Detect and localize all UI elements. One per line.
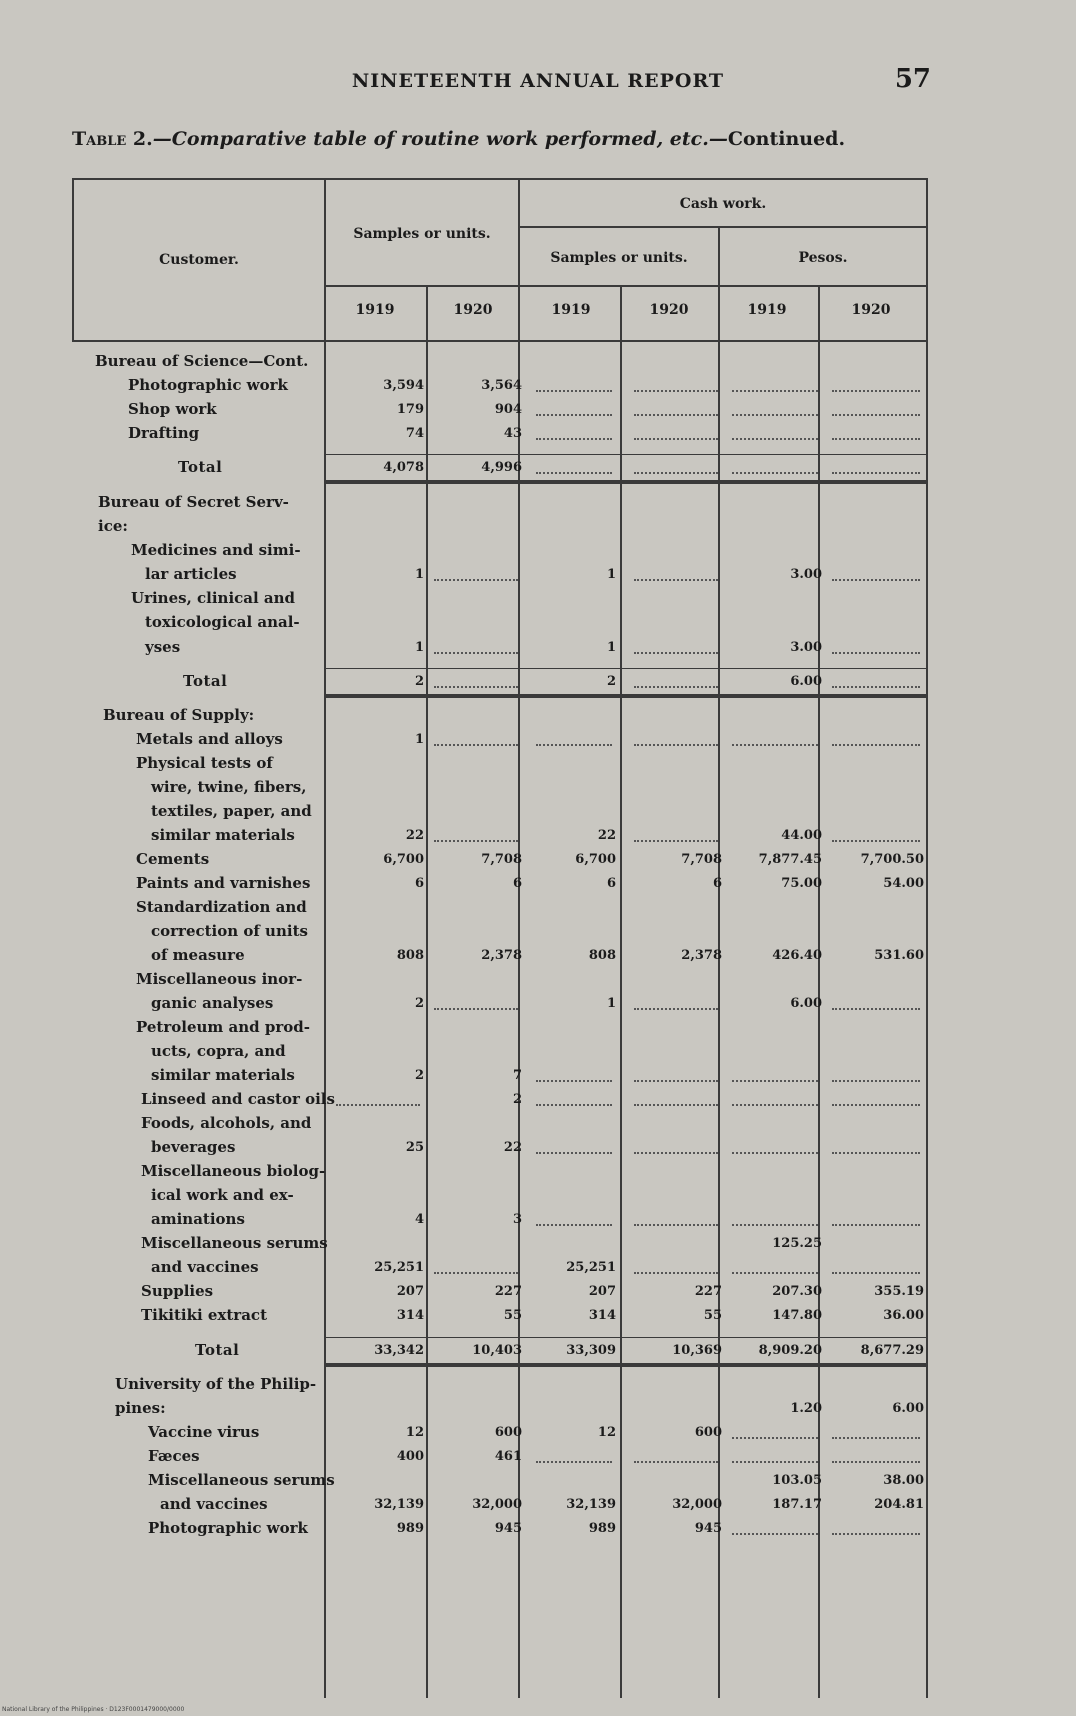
row-value: 12 xyxy=(405,1425,424,1440)
row-value: 6 xyxy=(606,876,616,891)
row-value: 22 xyxy=(503,1140,522,1155)
row-label: Urines, clinical and xyxy=(131,589,296,607)
row-value: 314 xyxy=(396,1308,424,1323)
row-label: textiles, paper, and xyxy=(151,802,312,820)
total-rule xyxy=(326,668,926,669)
row-value: 1 xyxy=(606,567,616,582)
row-value: 204.81 xyxy=(874,1497,924,1512)
year-header: 1919 xyxy=(551,302,591,318)
leader-dots xyxy=(434,840,518,842)
row-label: Bureau of Supply: xyxy=(103,706,255,724)
leader-dots xyxy=(832,1272,920,1274)
row-value: 25 xyxy=(405,1140,424,1155)
total-rule xyxy=(326,1337,926,1338)
row-label: Total xyxy=(195,1341,240,1359)
leader-dots xyxy=(634,652,718,654)
row-value: 33,342 xyxy=(374,1343,424,1358)
row-value: 6 xyxy=(512,876,522,891)
leader-dots xyxy=(536,414,612,416)
row-label: and vaccines xyxy=(160,1495,268,1513)
row-value: 6.00 xyxy=(790,996,822,1011)
leader-dots xyxy=(732,438,818,440)
year-header: 1920 xyxy=(851,302,891,318)
row-label: Foods, alcohols, and xyxy=(141,1114,312,1132)
row-label: similar materials xyxy=(151,826,295,844)
leader-dots xyxy=(832,1080,920,1082)
table-title: Comparative table of routine work performed, etc. xyxy=(171,128,709,150)
row-value: 2,378 xyxy=(481,948,522,963)
row-label: Standardization and xyxy=(136,898,307,916)
row-value: 2 xyxy=(512,1092,522,1107)
row-label: yses xyxy=(145,638,181,656)
row-value: 1 xyxy=(606,996,616,1011)
row-label: Drafting xyxy=(128,424,200,442)
row-value: 4,996 xyxy=(481,460,522,475)
row-value: 2,378 xyxy=(681,948,722,963)
row-label: Cements xyxy=(136,850,210,868)
leader-dots xyxy=(434,744,518,746)
row-value: 6 xyxy=(414,876,424,891)
row-value: 808 xyxy=(396,948,424,963)
row-label: Miscellaneous serums xyxy=(148,1471,335,1489)
row-label: Metals and alloys xyxy=(136,730,283,748)
total-double-rule xyxy=(326,1363,926,1367)
row-value: 2 xyxy=(414,996,424,1011)
row-value: 945 xyxy=(694,1521,722,1536)
leader-dots xyxy=(832,472,920,474)
row-label: Medicines and simi- xyxy=(131,541,301,559)
customer-header: Customer. xyxy=(159,252,239,268)
leader-dots xyxy=(434,1008,518,1010)
leader-dots xyxy=(434,652,518,654)
row-label: ice: xyxy=(98,517,128,535)
row-value: 187.17 xyxy=(772,1497,822,1512)
row-label: ucts, copra, and xyxy=(151,1042,286,1060)
year-header: 1919 xyxy=(747,302,787,318)
cash-work-header: Cash work. xyxy=(679,196,767,212)
leader-dots xyxy=(536,472,612,474)
leader-dots xyxy=(634,1224,718,1226)
row-value: 32,000 xyxy=(672,1497,722,1512)
row-label: beverages xyxy=(151,1138,236,1156)
row-value: 54.00 xyxy=(883,876,924,891)
leader-dots xyxy=(732,1152,818,1154)
row-value: 6.00 xyxy=(790,674,822,689)
row-value: 227 xyxy=(494,1284,522,1299)
row-value: 1 xyxy=(414,640,424,655)
leader-dots xyxy=(536,1224,612,1226)
row-label: Total xyxy=(183,672,228,690)
row-value: 38.00 xyxy=(883,1473,924,1488)
row-value: 32,139 xyxy=(566,1497,616,1512)
leader-dots xyxy=(832,1533,920,1535)
leader-dots xyxy=(634,1008,718,1010)
leader-dots xyxy=(832,1461,920,1463)
row-value: 25,251 xyxy=(374,1260,424,1275)
row-value: 2 xyxy=(414,1068,424,1083)
row-value: 7,708 xyxy=(681,852,722,867)
row-value: 600 xyxy=(494,1425,522,1440)
leader-dots xyxy=(732,1461,818,1463)
leader-dots xyxy=(634,414,718,416)
row-label: of measure xyxy=(151,946,245,964)
samples-header: Samples or units. xyxy=(353,226,491,242)
row-value: 7,700.50 xyxy=(860,852,924,867)
row-label: Shop work xyxy=(128,400,217,418)
row-value: 7,708 xyxy=(481,852,522,867)
row-value: 314 xyxy=(588,1308,616,1323)
row-label: Paints and varnishes xyxy=(136,874,311,892)
leader-dots xyxy=(634,686,718,688)
leader-dots xyxy=(732,1224,818,1226)
leader-dots xyxy=(434,686,518,688)
pesos-header: Pesos. xyxy=(798,250,848,266)
row-value: 8,909.20 xyxy=(758,1343,822,1358)
row-label: Miscellaneous biolog- xyxy=(141,1162,326,1180)
row-value: 531.60 xyxy=(874,948,924,963)
row-value: 3.00 xyxy=(790,640,822,655)
year-header: 1919 xyxy=(355,302,395,318)
row-value: 179 xyxy=(396,402,424,417)
leader-dots xyxy=(732,1104,818,1106)
row-label: Fæces xyxy=(148,1447,200,1465)
row-value: 1.20 xyxy=(790,1401,822,1416)
row-label: ganic analyses xyxy=(151,994,274,1012)
row-value: 32,139 xyxy=(374,1497,424,1512)
year-header: 1920 xyxy=(649,302,689,318)
row-label: Photographic work xyxy=(148,1519,308,1537)
row-label: wire, twine, fibers, xyxy=(151,778,307,796)
page-number: 57 xyxy=(894,64,931,94)
leader-dots xyxy=(634,579,718,581)
row-value: 1 xyxy=(606,640,616,655)
row-value: 2 xyxy=(414,674,424,689)
leader-dots xyxy=(732,390,818,392)
row-label: Bureau of Secret Serv- xyxy=(98,493,289,511)
row-label: Miscellaneous serums xyxy=(141,1234,328,1252)
row-value: 103.05 xyxy=(772,1473,822,1488)
row-value: 7 xyxy=(512,1068,522,1083)
row-value: 1 xyxy=(414,732,424,747)
row-value: 75.00 xyxy=(781,876,822,891)
leader-dots xyxy=(634,1152,718,1154)
row-value: 808 xyxy=(588,948,616,963)
row-label: Photographic work xyxy=(128,376,288,394)
leader-dots xyxy=(634,472,718,474)
row-value: 3.00 xyxy=(790,567,822,582)
row-label: similar materials xyxy=(151,1066,295,1084)
row-value: 22 xyxy=(597,828,616,843)
row-value: 8,677.29 xyxy=(860,1343,924,1358)
total-double-rule xyxy=(326,480,926,484)
row-label: Vaccine virus xyxy=(148,1423,260,1441)
row-value: 400 xyxy=(396,1449,424,1464)
leader-dots xyxy=(732,1080,818,1082)
row-label: aminations xyxy=(151,1210,245,1228)
leader-dots xyxy=(832,438,920,440)
row-label: Petroleum and prod- xyxy=(136,1018,310,1036)
row-value: 36.00 xyxy=(883,1308,924,1323)
row-label: Linseed and castor oils xyxy=(141,1090,335,1108)
source-note: National Library of the Philippines · D123F0001479000/0000 xyxy=(2,1706,185,1713)
leader-dots xyxy=(536,1080,612,1082)
leader-dots xyxy=(536,744,612,746)
row-label: pines: xyxy=(115,1399,166,1417)
row-value: 125.25 xyxy=(772,1236,822,1251)
leader-dots xyxy=(832,840,920,842)
leader-dots xyxy=(434,1272,518,1274)
running-title: NINETEENTH ANNUAL REPORT xyxy=(351,70,725,92)
leader-dots xyxy=(832,579,920,581)
table-label: Table 2. xyxy=(72,128,153,150)
leader-dots xyxy=(732,1533,818,1535)
leader-dots xyxy=(832,390,920,392)
row-value: 1 xyxy=(414,567,424,582)
row-label: Total xyxy=(178,458,223,476)
total-double-rule xyxy=(326,694,926,698)
leader-dots xyxy=(732,1437,818,1439)
row-value: 55 xyxy=(703,1308,722,1323)
leader-dots xyxy=(832,1152,920,1154)
row-label: ical work and ex- xyxy=(151,1186,294,1204)
row-label: Physical tests of xyxy=(136,754,273,772)
leader-dots xyxy=(832,1224,920,1226)
row-value: 6 xyxy=(712,876,722,891)
row-value: 12 xyxy=(597,1425,616,1440)
row-value: 4,078 xyxy=(383,460,424,475)
leader-dots xyxy=(832,414,920,416)
row-label: University of the Philip- xyxy=(115,1375,317,1393)
leader-dots xyxy=(832,1008,920,1010)
row-value: 989 xyxy=(396,1521,424,1536)
row-label: Bureau of Science—Cont. xyxy=(95,352,309,370)
row-value: 207.30 xyxy=(772,1284,822,1299)
row-value: 600 xyxy=(694,1425,722,1440)
row-value: 33,309 xyxy=(566,1343,616,1358)
row-value: 426.40 xyxy=(772,948,822,963)
leader-dots xyxy=(634,1104,718,1106)
leader-dots xyxy=(832,686,920,688)
row-value: 44.00 xyxy=(781,828,822,843)
row-value: 6,700 xyxy=(575,852,616,867)
leader-dots xyxy=(536,438,612,440)
row-value: 25,251 xyxy=(566,1260,616,1275)
leader-dots xyxy=(336,1104,420,1106)
row-value: 74 xyxy=(405,426,424,441)
row-value: 7,877.45 xyxy=(758,852,822,867)
leader-dots xyxy=(536,390,612,392)
row-value: 43 xyxy=(503,426,522,441)
leader-dots xyxy=(732,1272,818,1274)
leader-dots xyxy=(634,840,718,842)
row-value: 3 xyxy=(512,1212,522,1227)
row-value: 4 xyxy=(414,1212,424,1227)
year-header: 1920 xyxy=(453,302,493,318)
row-value: 945 xyxy=(494,1521,522,1536)
row-label: Tikitiki extract xyxy=(141,1306,267,1324)
row-value: 10,403 xyxy=(472,1343,522,1358)
row-value: 55 xyxy=(503,1308,522,1323)
leader-dots xyxy=(832,652,920,654)
row-value: 989 xyxy=(588,1521,616,1536)
row-label: toxicological anal- xyxy=(145,613,300,631)
row-value: 461 xyxy=(494,1449,522,1464)
leader-dots xyxy=(732,744,818,746)
row-label: correction of units xyxy=(151,922,308,940)
row-value: 207 xyxy=(396,1284,424,1299)
table-continued: Continued. xyxy=(727,128,846,150)
leader-dots xyxy=(434,579,518,581)
table-caption: Table 2.—Comparative table of routine work performed, etc.—Continued. xyxy=(72,128,846,150)
leader-dots xyxy=(536,1461,612,1463)
row-value: 6,700 xyxy=(383,852,424,867)
total-rule xyxy=(326,454,926,455)
row-value: 207 xyxy=(588,1284,616,1299)
leader-dots xyxy=(634,438,718,440)
row-value: 3,594 xyxy=(383,378,424,393)
cash-samples-header: Samples or units. xyxy=(550,250,688,266)
row-label: lar articles xyxy=(145,565,237,583)
leader-dots xyxy=(536,1104,612,1106)
row-value: 227 xyxy=(694,1284,722,1299)
row-value: 147.80 xyxy=(772,1308,822,1323)
leader-dots xyxy=(832,1437,920,1439)
row-label: and vaccines xyxy=(151,1258,259,1276)
leader-dots xyxy=(832,1104,920,1106)
leader-dots xyxy=(634,744,718,746)
row-value: 904 xyxy=(494,402,522,417)
leader-dots xyxy=(634,1461,718,1463)
row-value: 6.00 xyxy=(892,1401,924,1416)
leader-dots xyxy=(634,1080,718,1082)
row-value: 2 xyxy=(606,674,616,689)
row-value: 3,564 xyxy=(481,378,522,393)
row-value: 22 xyxy=(405,828,424,843)
leader-dots xyxy=(536,1152,612,1154)
leader-dots xyxy=(832,744,920,746)
leader-dots xyxy=(634,390,718,392)
leader-dots xyxy=(732,414,818,416)
row-value: 10,369 xyxy=(672,1343,722,1358)
row-label: Miscellaneous inor- xyxy=(136,970,303,988)
row-value: 32,000 xyxy=(472,1497,522,1512)
leader-dots xyxy=(634,1272,718,1274)
row-value: 355.19 xyxy=(874,1284,924,1299)
leader-dots xyxy=(732,472,818,474)
row-label: Supplies xyxy=(141,1282,214,1300)
